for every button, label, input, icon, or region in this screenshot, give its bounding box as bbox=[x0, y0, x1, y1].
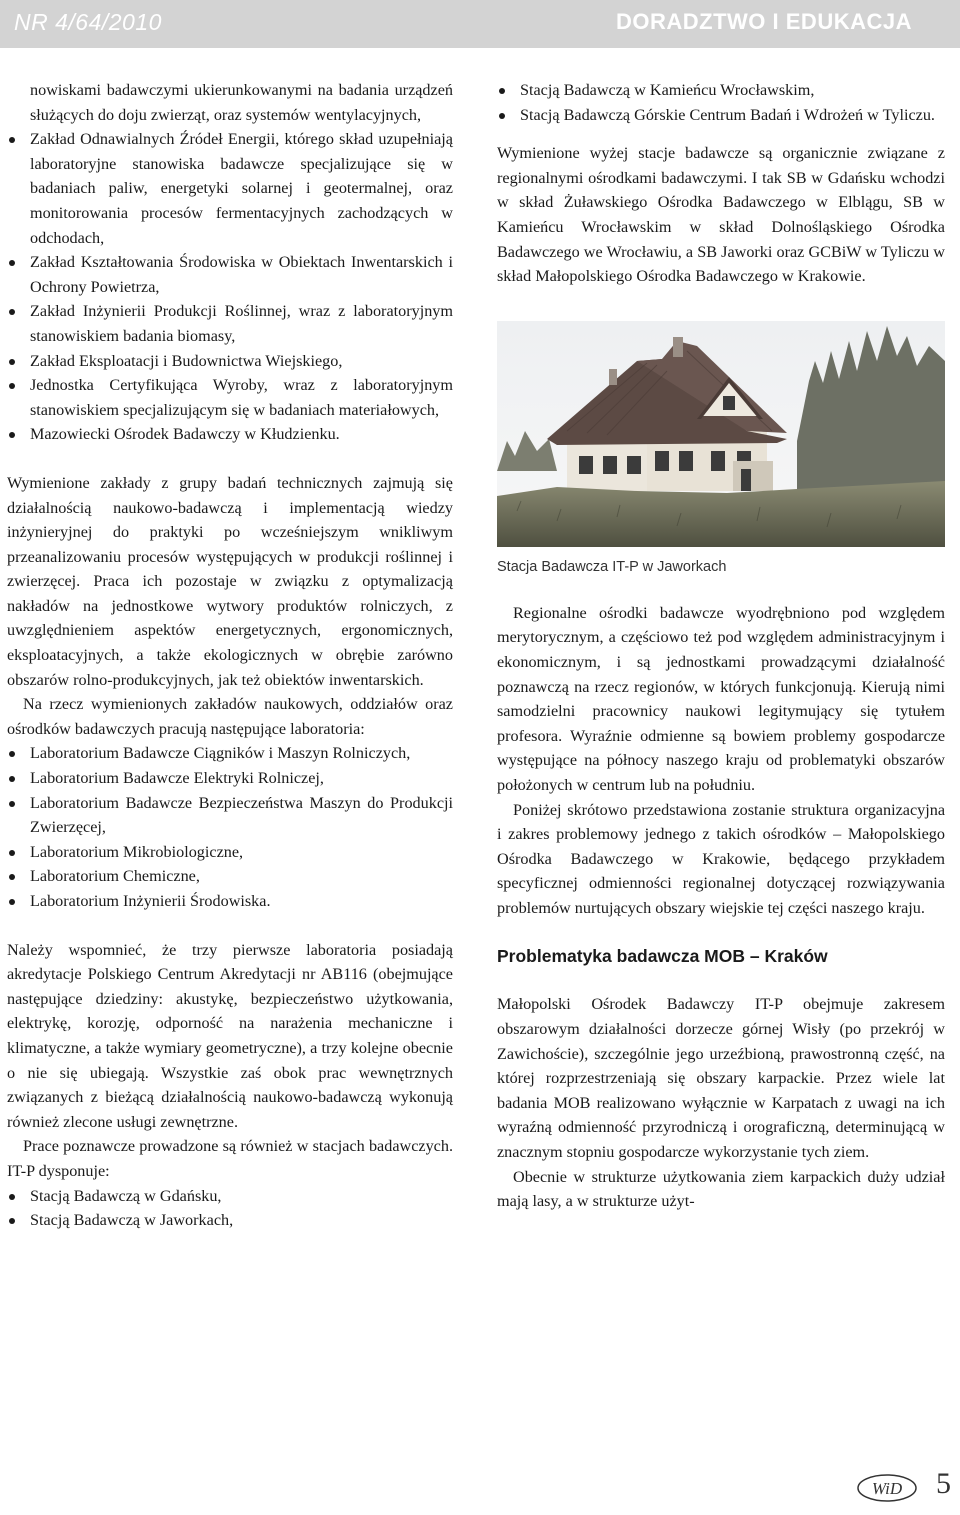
list-item: Stacją Badawczą w Gdańsku, bbox=[7, 1184, 453, 1209]
paragraph: Małopolski Ośrodek Badawczy IT-P obejmuje zakresem obszarowym działalności dorzecze górnej Wisły (po przekrój w Zawichoście), szczególnie jego urzeźbioną, prawostronną część, na której rozprzestrzeniają się obszary karpackie. Przez wiele lat badania MOB realizowano wyłącznie w Karpatach z uwagi na ich wyraźną odmienność przyrodniczą i orograficzną, determinującą w znacznym stopniu gospodarcze wykorzystanie tych ziem. bbox=[497, 995, 945, 1162]
section-heading: Problematyka badawcza MOB – Kraków bbox=[497, 946, 828, 967]
list-item: Laboratorium Badawcze Elektryki Rolniczej, bbox=[7, 766, 453, 791]
list-item: Stacją Badawczą w Jaworkach, bbox=[7, 1208, 453, 1233]
list-item: Laboratorium Mikrobiologiczne, bbox=[7, 840, 453, 865]
laboratories-list bbox=[7, 741, 453, 913]
paragraph: Należy wspomnieć, że trzy pierwsze laboratoria posiadają akredytacje Polskiego Centrum Akredytacji nr AB116 (obejmujące następujące dziedziny: akustykę, bezpieczeństwo użytkowania, elektrykę, korozję, odporność na narażenia mechaniczne i klimatyczne, a także wymiary geometryczne), a trzy kolejne obecnie o nie się ubiegają. Wszystkie zaś obok prac wewnętrznych związanych z bieżącą działalnością naukowo-badawczą wykonują również zlecone usługi zewnętrzne. bbox=[7, 940, 453, 1131]
paragraph: Prace poznawcze prowadzone są również w stacjach badawczych. IT-P dysponuje: bbox=[7, 1137, 453, 1180]
logo-text: WiD bbox=[871, 1479, 903, 1498]
station-photo bbox=[497, 321, 945, 547]
journal-logo bbox=[856, 1473, 918, 1503]
list-item: Laboratorium Chemiczne, bbox=[7, 864, 453, 889]
page-header bbox=[0, 0, 960, 48]
left-column bbox=[7, 78, 453, 1233]
list-item: Laboratorium Inżynierii Środowiska. bbox=[7, 889, 453, 914]
stations-list-continued bbox=[497, 78, 945, 127]
list-item: Mazowiecki Ośrodek Badawczy w Kłudzienku. bbox=[7, 422, 453, 447]
house-illustration bbox=[497, 321, 945, 547]
section-title: DORADZTWO I EDUKACJA bbox=[616, 9, 912, 34]
list-item: Stacją Badawczą w Kamieńcu Wrocławskim, bbox=[497, 78, 945, 103]
departments-list bbox=[7, 78, 453, 447]
paragraph: Regionalne ośrodki badawcze wyodrębniono pod względem merytorycznym, a częściowo też pod względem administracyjnym i ekonomicznym, i są jednostkami prowadzącymi działalność poznawczą na rzecz regionów, w których funkcjonują. Kierują nimi samodzielni pracownicy naukowi legitymujący się tytułem profesora. Wyraźnie odmienne są bowiem problemy gospodarcze występujące na północy naszego kraju od problematyki obszarów położonych w centrum lub na południu. bbox=[497, 603, 945, 794]
list-item: Laboratorium Badawcze Ciągników i Maszyn Rolniczych, bbox=[7, 741, 453, 766]
list-item: Stacją Badawczą Górskie Centrum Badań i Wdrożeń w Tyliczu. bbox=[497, 103, 945, 128]
photo-caption: Stacja Badawcza IT-P w Jaworkach bbox=[497, 558, 727, 575]
list-item: Zakład Odnawialnych Źródeł Energii, którego skład uzupełniają laboratoryjne stanowiska badawcze specjalizujące się w badaniach paliw, energetyki solarnej i geotermalnej, oraz monitorowania procesów fermentacyjnych zachodzących w odchodach, bbox=[7, 127, 453, 250]
list-item: Zakład Kształtowania Środowiska w Obiektach Inwentarskich i Ochrony Powietrza, bbox=[7, 250, 453, 299]
list-item: Zakład Inżynierii Produkcji Roślinnej, wraz z laboratoryjnym stanowiskiem badania biomasy, bbox=[7, 299, 453, 348]
paragraph: Wymienione wyżej stacje badawcze są organicznie związane z regionalnymi ośrodkami badawczymi. I tak SB w Gdańsku wchodzi w skład Żuławskiego Ośrodka Badawczego w Elblągu, SB w Kamieńcu Wrocławskim w skład Dolnośląskiego Ośrodka Badawczego we Wrocławiu, a SB Jaworki oraz GCBiW w Tyliczu w skład Małopolskiego Ośrodka Badawczego w Krakowie. bbox=[497, 144, 945, 286]
paragraph: Wymienione zakłady z grupy badań technicznych zajmują się działalnością naukowo-badawczą i implementacją wiedzy inżynieryjnej do praktyki po wcześniejszym wnikliwym przeanalizowaniu procesów występujących w produkcji roślinnej i zwierzęcej. Praca ich pozostaje w związku z optymalizacją nakładów na jednostkowe wytwory produktów rolniczych, z uwzględnieniem aspektów energetycznych, ergonomicznych, eksploatacyjnych, a także ekologicznych w obrębie zarówno obszarów rolno-produkcyjnych, jak też obiektów inwentarskich. bbox=[7, 473, 453, 689]
paragraph: Na rzecz wymienionych zakładów naukowych, oddziałów oraz ośrodków badawczych pracują następujące laboratoria: bbox=[7, 695, 453, 738]
issue-number: NR 4/64/2010 bbox=[14, 9, 162, 35]
page-number: 5 bbox=[936, 1467, 951, 1500]
right-column bbox=[497, 78, 945, 1214]
paragraph: Poniżej skrótowo przedstawiona zostanie struktura organizacyjna i zakres problemowy jednego z takich ośrodków – Małopolskiego Ośrodka Badawczego w Krakowie, będącego przykładem specyficznej odmienności regionalnej dotyczącej rozwiązywania problemów nurtujących obszary wiejskie tej części naszego kraju. bbox=[497, 800, 945, 917]
paragraph: Obecnie w strukturze użytkowania ziem karpackich duży udział mają lasy, a w strukturze użyt- bbox=[497, 1167, 945, 1211]
list-item: Zakład Eksploatacji i Budownictwa Wiejskiego, bbox=[7, 349, 453, 374]
list-item: Jednostka Certyfikująca Wyroby, wraz z laboratoryjnym stanowiskiem specjalizującym się w badaniach materiałowych, bbox=[7, 373, 453, 422]
stations-list bbox=[7, 1184, 453, 1233]
list-item: Laboratorium Badawcze Bezpieczeństwa Maszyn do Produkcji Zwierzęcej, bbox=[7, 791, 453, 840]
list-item: nowiskami badawczymi ukierunkowanymi na badania urządzeń służących do doju zwierząt, oraz systemów wentylacyjnych, bbox=[30, 81, 453, 124]
